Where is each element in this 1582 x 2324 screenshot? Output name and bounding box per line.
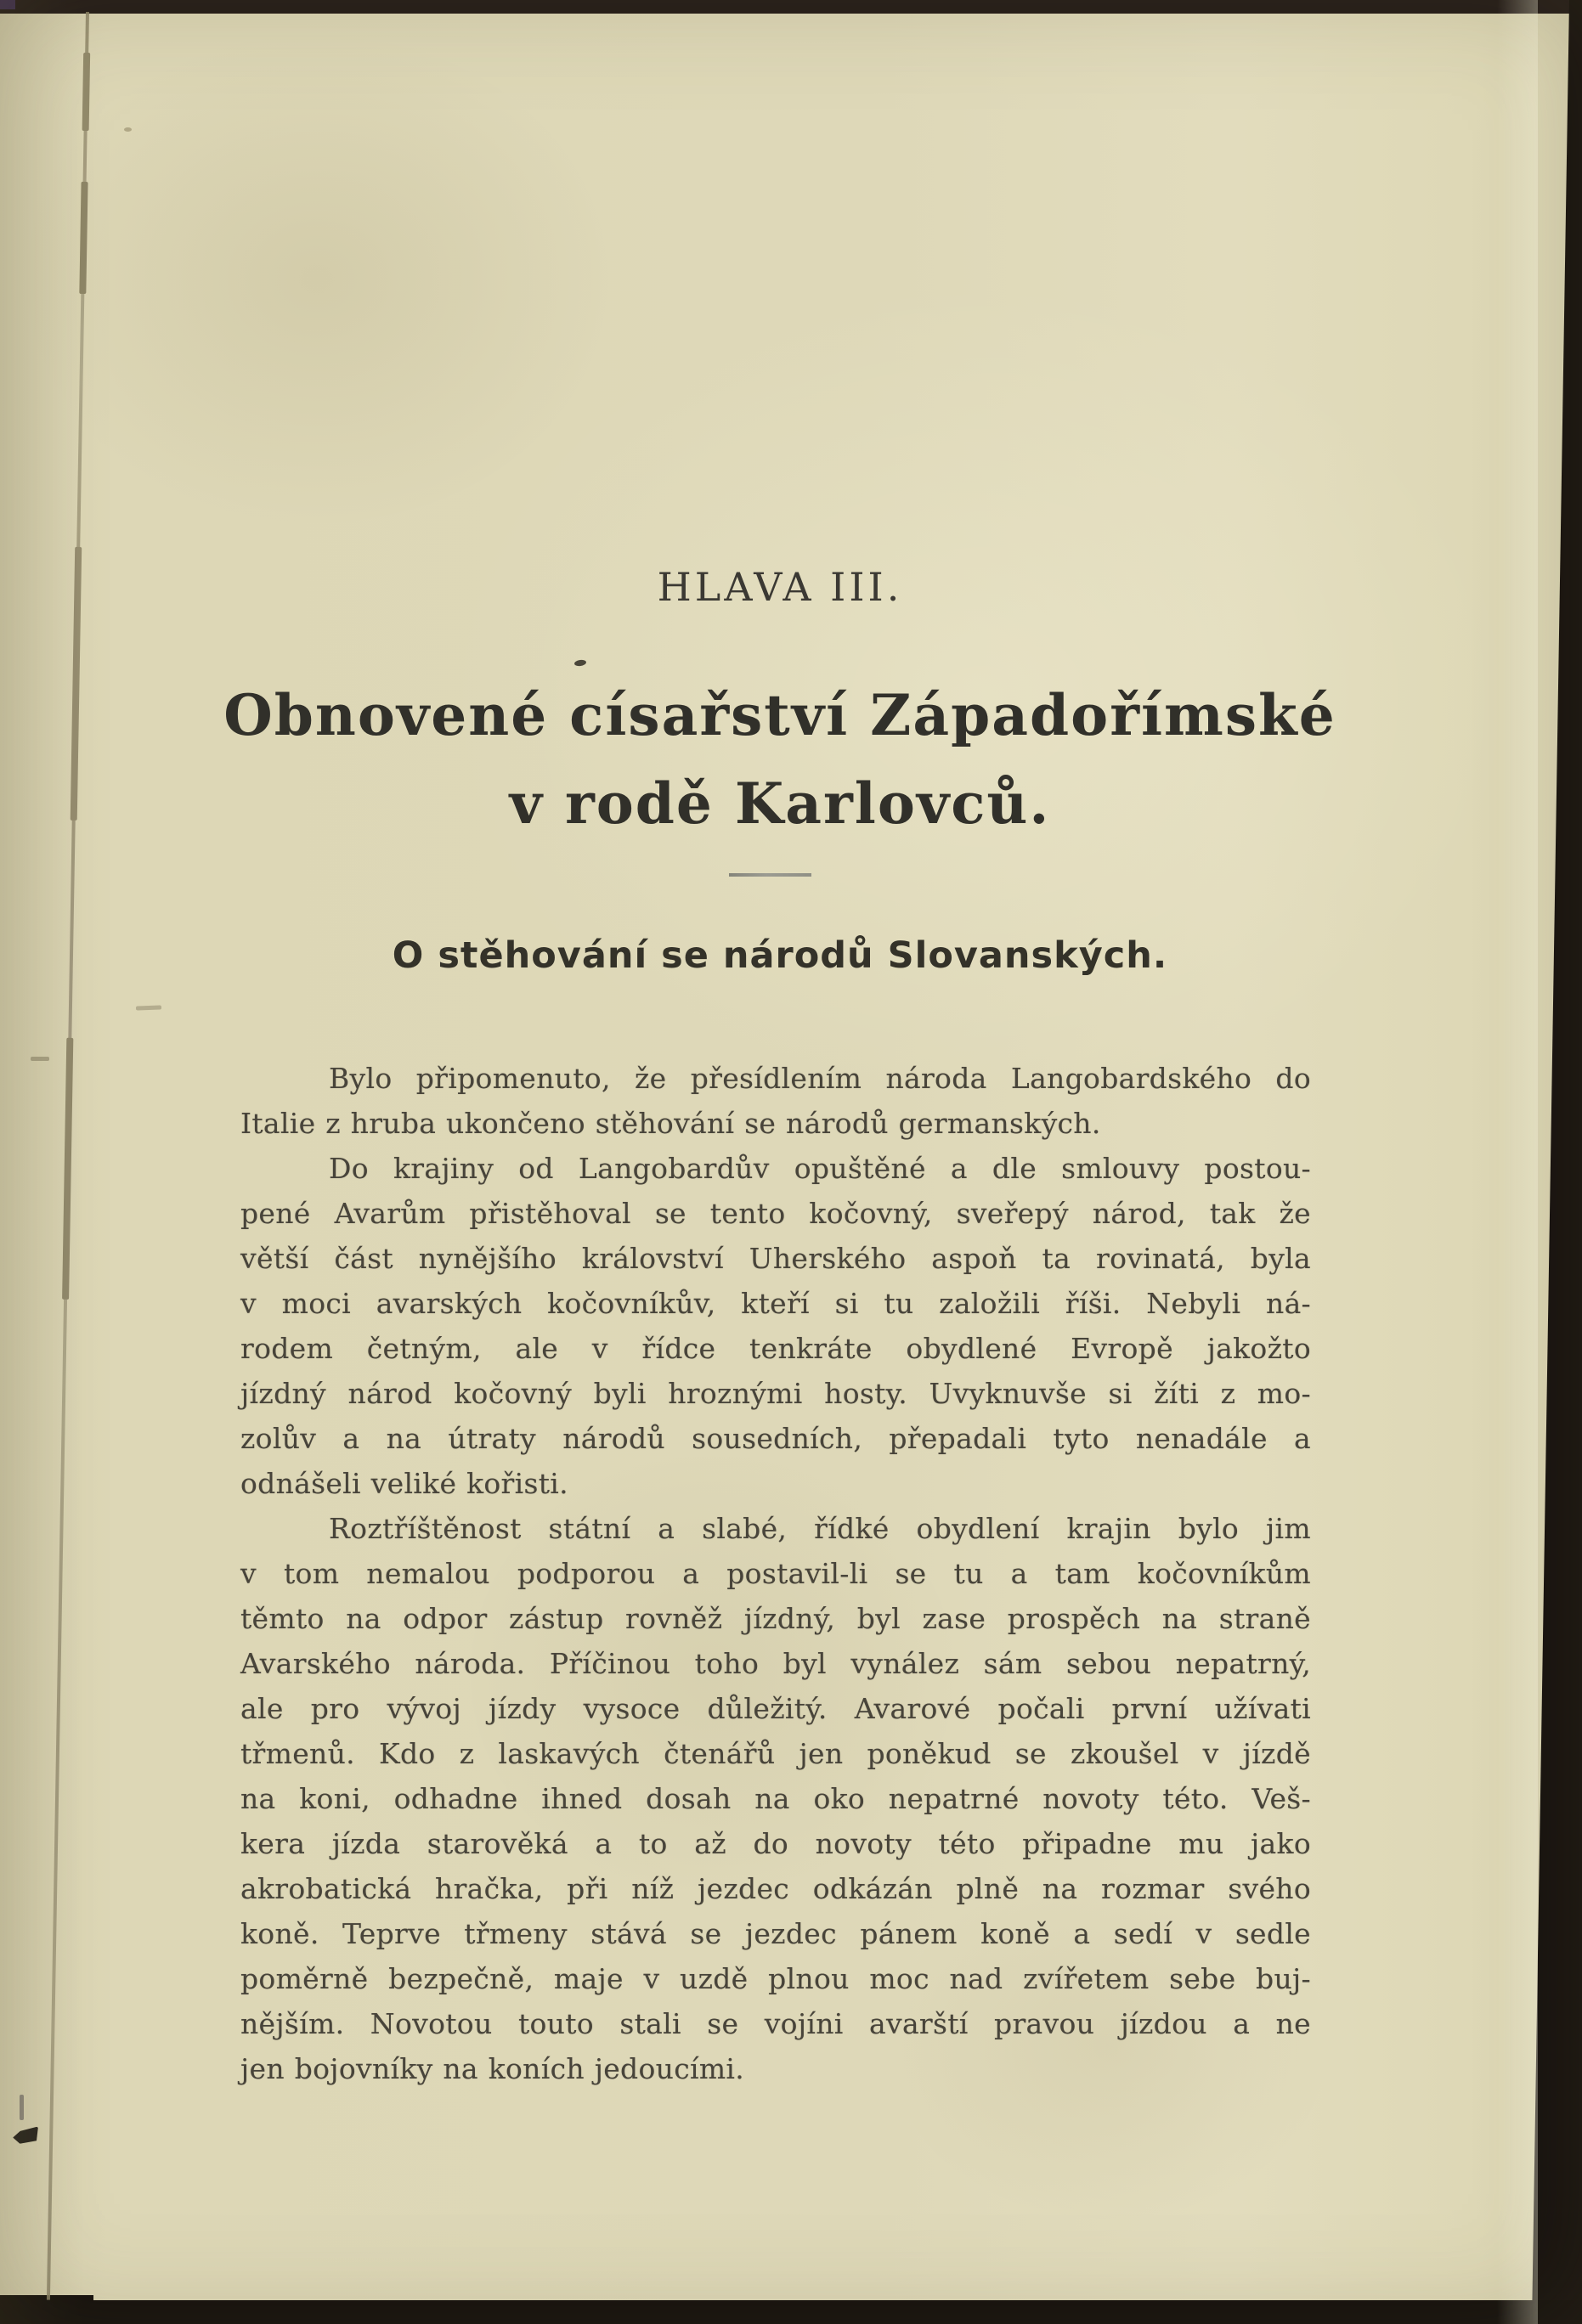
text-line: zolův a na útraty národů sousedních, přepadali tyto nenadále a — [240, 1422, 1311, 1455]
title-divider-rule — [729, 873, 811, 877]
margin-smudge — [136, 1005, 161, 1010]
text-line: Avarského národa. Příčinou toho byl vynález sám sebou nepatrný, — [240, 1647, 1311, 1680]
text-line: poměrně bezpečně, maje v uzdě plnou moc nad zvířetem sebe buj- — [240, 1962, 1311, 1995]
ink-dot-artifact — [574, 659, 587, 667]
text-line: větší část nynějšího království Uherského aspoň ta rovinatá, byla — [240, 1242, 1311, 1275]
text-line: kera jízda starověká a to až do novoty této připadne mu jako — [240, 1827, 1311, 1860]
text-line: koně. Teprve třmeny stává se jezdec pánem koně a sedí v sedle — [240, 1917, 1311, 1950]
text-line: na koni, odhadne ihned dosah na oko nepatrné novoty této. Veš- — [240, 1782, 1311, 1815]
text-line: jen bojovníky na koních jedoucími. — [240, 2052, 745, 2085]
right-paper-edge-highlight — [1497, 0, 1538, 2324]
body-text — [240, 1056, 1311, 2091]
text-line: Italie z hruba ukončeno stěhování se národů germanských. — [240, 1107, 1101, 1140]
text-line: v moci avarských kočovníkův, kteří si tu založili říši. Nebyli ná- — [240, 1287, 1311, 1320]
paper-speck — [124, 127, 132, 132]
text-line: v tom nemalou podporou a postavil-li se tu a tam kočovníkům — [240, 1557, 1311, 1590]
text-line: třmenů. Kdo z laskavých čtenářů jen poněkud se zkoušel v jízdě — [240, 1737, 1311, 1770]
scan-border-top — [0, 0, 1582, 14]
section-heading: O stěhování se národů Slovanských. — [392, 934, 1168, 977]
text-line: Do krajiny od Langobardův opuštěné a dle smlouvy postou- — [329, 1152, 1311, 1185]
text-line: Bylo připomenuto, že přesídlením národa Langobardského do — [329, 1062, 1311, 1095]
text-line: těmto na odpor zástup rovněž jízdný, byl zase prospěch na straně — [240, 1602, 1311, 1635]
chapter-title — [198, 671, 1362, 848]
chapter-title-line2: v rodě Karlovců. — [509, 770, 1051, 837]
margin-smudge — [31, 1057, 49, 1061]
margin-tick-mark — [20, 2095, 24, 2120]
text-line: jízdný národ kočovný byli hroznými hosty. Uvyknuvše si žíti z mo- — [240, 1377, 1311, 1410]
text-line: rodem četným, ale v řídce tenkráte obydlené Evropě jakožto — [240, 1332, 1311, 1365]
text-line: pené Avarům přistěhoval se tento kočovný, sveřepý národ, tak že — [240, 1197, 1311, 1230]
text-line: ale pro vývoj jízdy vysoce důležitý. Avarové počali první užívati — [240, 1692, 1311, 1725]
text-line: Roztříštěnost státní a slabé, řídké obydlení krajin bylo jim — [329, 1512, 1311, 1545]
chapter-title-line1: Obnovené císařství Západořímské — [223, 682, 1336, 748]
chapter-heading: HLAVA III. — [657, 564, 903, 610]
scan-border-bottom — [0, 2300, 1582, 2324]
text-line: nějším. Novotou touto stali se vojíni avarští pravou jízdou a ne — [240, 2007, 1311, 2040]
left-edge-shading — [0, 0, 85, 2324]
text-line: odnášeli veliké kořisti. — [240, 1467, 568, 1500]
text-line: akrobatická hračka, při níž jezdec odkázán plně na rozmar svého — [240, 1872, 1311, 1905]
